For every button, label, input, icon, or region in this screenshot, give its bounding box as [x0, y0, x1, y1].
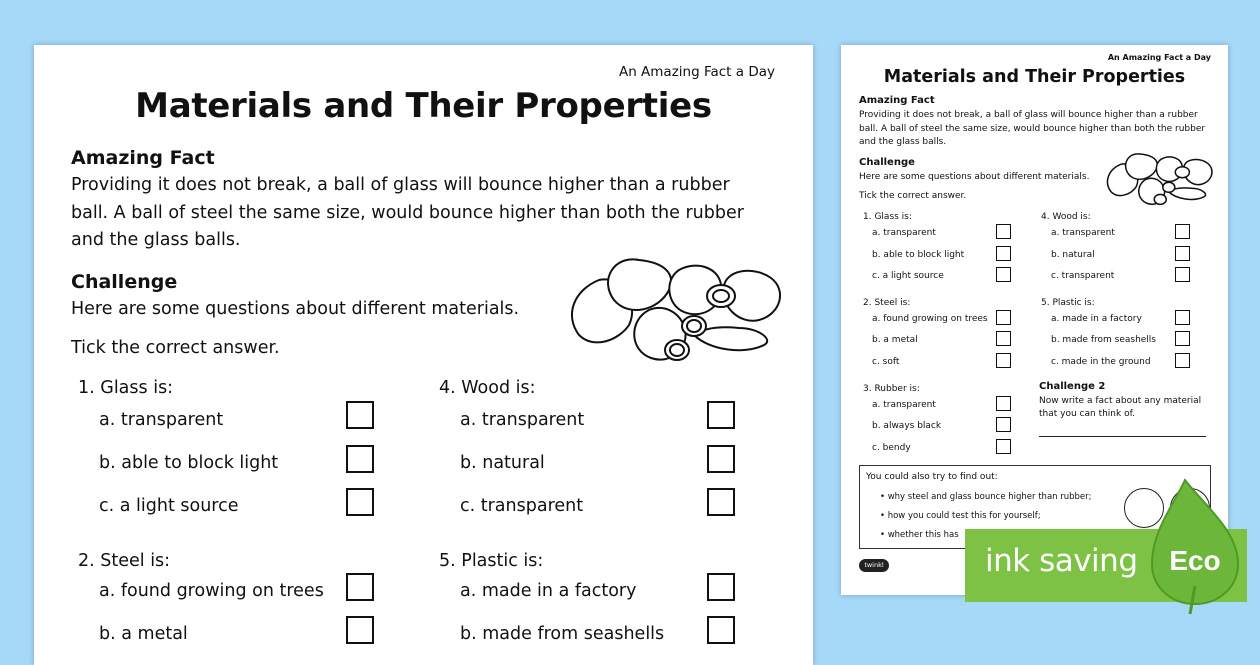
option-label: c. transparent — [460, 496, 584, 516]
option-label: a. transparent — [1051, 228, 1115, 238]
question-plastic: 5. Plastic is: — [1041, 298, 1095, 308]
option-label: a. made in a factory — [1051, 314, 1142, 324]
answer-checkbox[interactable] — [1175, 267, 1190, 282]
fact-line: Providing it does not break, a ball of glass will bounce higher than a rubber — [71, 175, 730, 195]
option-label: a. transparent — [872, 228, 936, 238]
option-label: b. a metal — [872, 335, 918, 345]
challenge-heading: Challenge — [71, 271, 178, 293]
fact-line: ball. A ball of steel the same size, would bounce higher than both the rubber — [71, 202, 744, 223]
balloons-illustration — [559, 240, 794, 375]
fact-line: and the glass balls. — [71, 230, 241, 250]
option-label: a. found growing on trees — [99, 581, 324, 601]
question-glass: 1. Glass is: — [863, 212, 912, 222]
challenge-intro: Here are some questions about different materials. — [71, 299, 520, 319]
question-glass: 1. Glass is: — [78, 378, 174, 398]
option-label: c. transparent — [1051, 271, 1115, 281]
amazing-fact-heading: Amazing Fact — [859, 95, 935, 106]
answer-checkbox[interactable] — [707, 488, 735, 516]
find-out-item-text: how you could test this for yourself; — [887, 511, 1041, 521]
answer-checkbox[interactable] — [996, 267, 1011, 282]
answer-checkbox[interactable] — [996, 353, 1011, 368]
answer-checkbox[interactable] — [996, 331, 1011, 346]
answer-checkbox[interactable] — [1175, 331, 1190, 346]
option-label: b. made from seashells — [1051, 335, 1156, 345]
question-plastic: 5. Plastic is: — [439, 551, 544, 571]
answer-checkbox[interactable] — [346, 616, 374, 644]
challenge-intro: Here are some questions about different materials. — [859, 172, 1090, 182]
answer-checkbox[interactable] — [1175, 246, 1190, 261]
challenge2-text: that you can think of. — [1039, 409, 1135, 419]
question-wood: 4. Wood is: — [439, 378, 536, 398]
answer-line[interactable] — [1039, 436, 1206, 437]
option-label: c. a light source — [872, 271, 944, 281]
option-label: a. transparent — [460, 410, 585, 430]
challenge2-text: Now write a fact about any material — [1039, 396, 1202, 406]
worksheet-page-zoomed — [34, 45, 813, 665]
eco-leaf-icon — [1140, 476, 1250, 616]
option-label: c. made in the ground — [1051, 357, 1151, 367]
option-label: a. found growing on trees — [872, 314, 988, 324]
twinkl-logo: twinkl — [859, 559, 889, 572]
answer-checkbox[interactable] — [707, 616, 735, 644]
answer-checkbox[interactable] — [996, 224, 1011, 239]
option-label: a. made in a factory — [460, 581, 637, 601]
tick-instruction: Tick the correct answer. — [859, 191, 967, 201]
tick-instruction: Tick the correct answer. — [71, 338, 280, 358]
option-label: b. always black — [872, 421, 942, 431]
answer-checkbox[interactable] — [996, 310, 1011, 325]
answer-checkbox[interactable] — [707, 573, 735, 601]
question-steel: 2. Steel is: — [78, 551, 171, 571]
option-label: b. natural — [1051, 250, 1095, 260]
fact-line: ball. A ball of steel the same size, would bounce higher than both the rubber — [859, 123, 1206, 134]
fact-line: and the glass balls. — [859, 137, 947, 147]
worksheet-kicker: An Amazing Fact a Day — [1107, 53, 1211, 62]
answer-checkbox[interactable] — [707, 401, 735, 429]
question-steel: 2. Steel is: — [863, 298, 911, 308]
challenge-heading: Challenge — [859, 157, 915, 168]
eco-badge-text: Eco — [1169, 545, 1221, 576]
answer-checkbox[interactable] — [346, 573, 374, 601]
answer-checkbox[interactable] — [996, 439, 1011, 454]
answer-checkbox[interactable] — [1175, 310, 1190, 325]
answer-checkbox[interactable] — [346, 401, 374, 429]
option-label: b. able to block light — [872, 250, 965, 260]
question-wood: 4. Wood is: — [1041, 212, 1091, 222]
worksheet-kicker: An Amazing Fact a Day — [618, 64, 775, 80]
find-out-item: • why steel and glass bounce higher than rubber; — [880, 492, 1092, 502]
question-rubber: 3. Rubber is: — [863, 384, 920, 394]
worksheet-title: Materials and Their Properties — [883, 67, 1186, 87]
amazing-fact-heading: Amazing Fact — [71, 147, 215, 169]
option-label: b. able to block light — [99, 453, 279, 473]
option-label: b. natural — [460, 453, 545, 473]
find-out-item: • whether this has — [880, 530, 959, 540]
answer-checkbox[interactable] — [707, 445, 735, 473]
option-label: c. soft — [872, 357, 900, 367]
option-label: c. a light source — [99, 496, 239, 516]
balloons-illustration — [1101, 143, 1219, 213]
find-out-item: • how you could test this for yourself; — [880, 511, 1041, 521]
fact-line: Providing it does not break, a ball of glass will bounce higher than a rubber — [859, 110, 1198, 120]
find-out-item-text: whether this has — [887, 530, 959, 540]
ink-saving-label: ink saving — [985, 543, 1138, 579]
option-label: a. transparent — [99, 410, 224, 430]
worksheet-title: Materials and Their Properties — [135, 86, 712, 126]
answer-checkbox[interactable] — [996, 246, 1011, 261]
challenge2-heading: Challenge 2 — [1039, 381, 1106, 392]
option-label: a. transparent — [872, 400, 936, 410]
answer-checkbox[interactable] — [346, 445, 374, 473]
option-label: b. made from seashells — [460, 624, 665, 644]
answer-checkbox[interactable] — [996, 417, 1011, 432]
answer-checkbox[interactable] — [1175, 224, 1190, 239]
answer-checkbox[interactable] — [1175, 353, 1190, 368]
find-out-intro: You could also try to find out: — [866, 472, 998, 482]
answer-checkbox[interactable] — [996, 396, 1011, 411]
option-label: b. a metal — [99, 624, 188, 644]
answer-checkbox[interactable] — [346, 488, 374, 516]
find-out-item-text: why steel and glass bounce higher than rubber; — [887, 492, 1092, 502]
option-label: c. bendy — [872, 443, 911, 453]
